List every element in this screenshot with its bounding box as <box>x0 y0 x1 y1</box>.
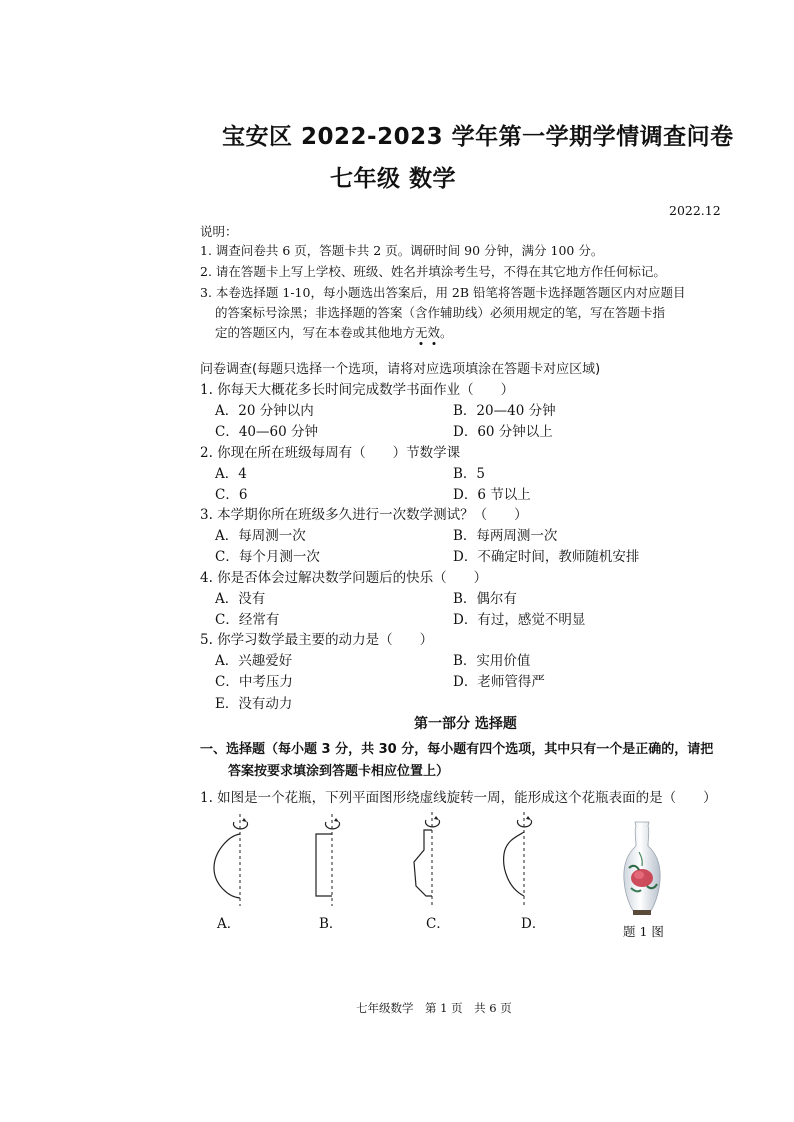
exam-date: 2022.12 <box>669 203 721 218</box>
figure-c-label: C． <box>426 916 450 932</box>
option-b: B．偶尔有 <box>453 591 517 607</box>
figure-c-diagram <box>402 810 442 908</box>
option-d: D．6 节以上 <box>453 487 531 503</box>
option-d: D．60 分钟以上 <box>453 424 553 440</box>
option-b: B．5 <box>453 466 486 482</box>
survey-heading: 问卷调查(每题只选择一个选项，请将对应选项填涂在答题卡对应区域) <box>200 362 601 377</box>
page-footer: 七年级数学 第 1 页 共 6 页 <box>356 1001 512 1015</box>
option-b: B．实用价值 <box>453 653 531 669</box>
vase-image <box>617 820 667 916</box>
figure-d-diagram <box>496 810 536 908</box>
figure-b-label: B． <box>319 916 343 932</box>
emphasis-char: 无 <box>415 325 428 340</box>
instruction-item-2: 2. 请在答题卡上写上学校、班级、姓名并填涂考生号，不得在其它地方作任何标记。 <box>200 264 666 279</box>
option-c: C．经常有 <box>215 612 280 628</box>
part-heading: 第一部分 选择题 <box>414 716 517 732</box>
instruction-item-1: 1. 调查问卷共 6 页，答题卡共 2 页。调研时间 90 分钟，满分 100 分。 <box>200 243 604 258</box>
figure-d-label: D． <box>521 916 546 932</box>
instruction-text: 。 <box>440 325 453 340</box>
choice-question-1: 1. 如图是一个花瓶，下列平面图形绕虚线旋转一周，能形成这个花瓶表面的是（ ） <box>200 790 717 806</box>
option-a: A．每周测一次 <box>215 528 306 544</box>
figure-a-diagram <box>208 812 252 908</box>
option-d: D．不确定时间，教师随机安排 <box>453 549 640 565</box>
figure-caption: 题 1 图 <box>623 924 664 939</box>
survey-question-1: 1. 你每天大概花多长时间完成数学书面作业（ ） <box>200 382 515 398</box>
option-b: B．每两周测一次 <box>453 528 558 544</box>
instructions-heading: 说明： <box>200 224 238 239</box>
instruction-text: 定的答题区内，写在本卷或其他地方 <box>215 325 416 340</box>
option-a: A．4 <box>215 466 247 482</box>
option-c: C．6 <box>215 487 248 503</box>
option-a: A．20 分钟以内 <box>215 403 314 419</box>
page-title: 宝安区 2022-2023 学年第一学期学情调查问卷 <box>222 124 734 150</box>
survey-question-3: 3. 本学期你所在班级多久进行一次数学测试？（ ） <box>200 507 528 523</box>
option-d: D．有过，感觉不明显 <box>453 612 586 628</box>
figure-a-label: A． <box>217 916 241 932</box>
survey-question-5: 5. 你学习数学最主要的动力是（ ） <box>200 632 434 648</box>
option-a: A．兴趣爱好 <box>215 653 293 669</box>
option-a: A．没有 <box>215 591 266 607</box>
option-e: E．没有动力 <box>215 696 293 712</box>
survey-question-4: 4. 你是否体会过解决数学问题后的快乐（ ） <box>200 570 488 586</box>
survey-question-2: 2. 你现在所在班级每周有（ ）节数学课 <box>200 445 461 461</box>
instruction-item-3-line-1: 3. 本卷选择题 1-10，每小题选出答案后，用 2B 铅笔将答题卡选择题答题区内对应题目 <box>200 285 686 300</box>
instruction-item-3-line-2: 的答案标号涂黑；非选择题的答案（含作辅助线）必须用规定的笔，写在答题卡指 <box>215 305 666 320</box>
section-heading-line-2: 答案按要求填涂到答题卡相应位置上） <box>228 764 450 779</box>
figure-b-diagram <box>308 812 348 908</box>
section-heading-line-1: 一、选择题（每小题 3 分，共 30 分，每小题有四个选项，其中只有一个是正确的，请把 <box>200 742 714 757</box>
option-c: C．中考压力 <box>215 674 293 690</box>
option-b: B．20—40 分钟 <box>453 403 556 419</box>
option-c: C．40—60 分钟 <box>215 424 318 440</box>
option-c: C．每个月测一次 <box>215 549 320 565</box>
instruction-item-3-line-3 <box>215 323 453 341</box>
option-d: D．老师管得严 <box>453 674 545 690</box>
page-subtitle: 七年级 数学 <box>330 166 457 192</box>
emphasis-char: 效 <box>427 325 441 340</box>
